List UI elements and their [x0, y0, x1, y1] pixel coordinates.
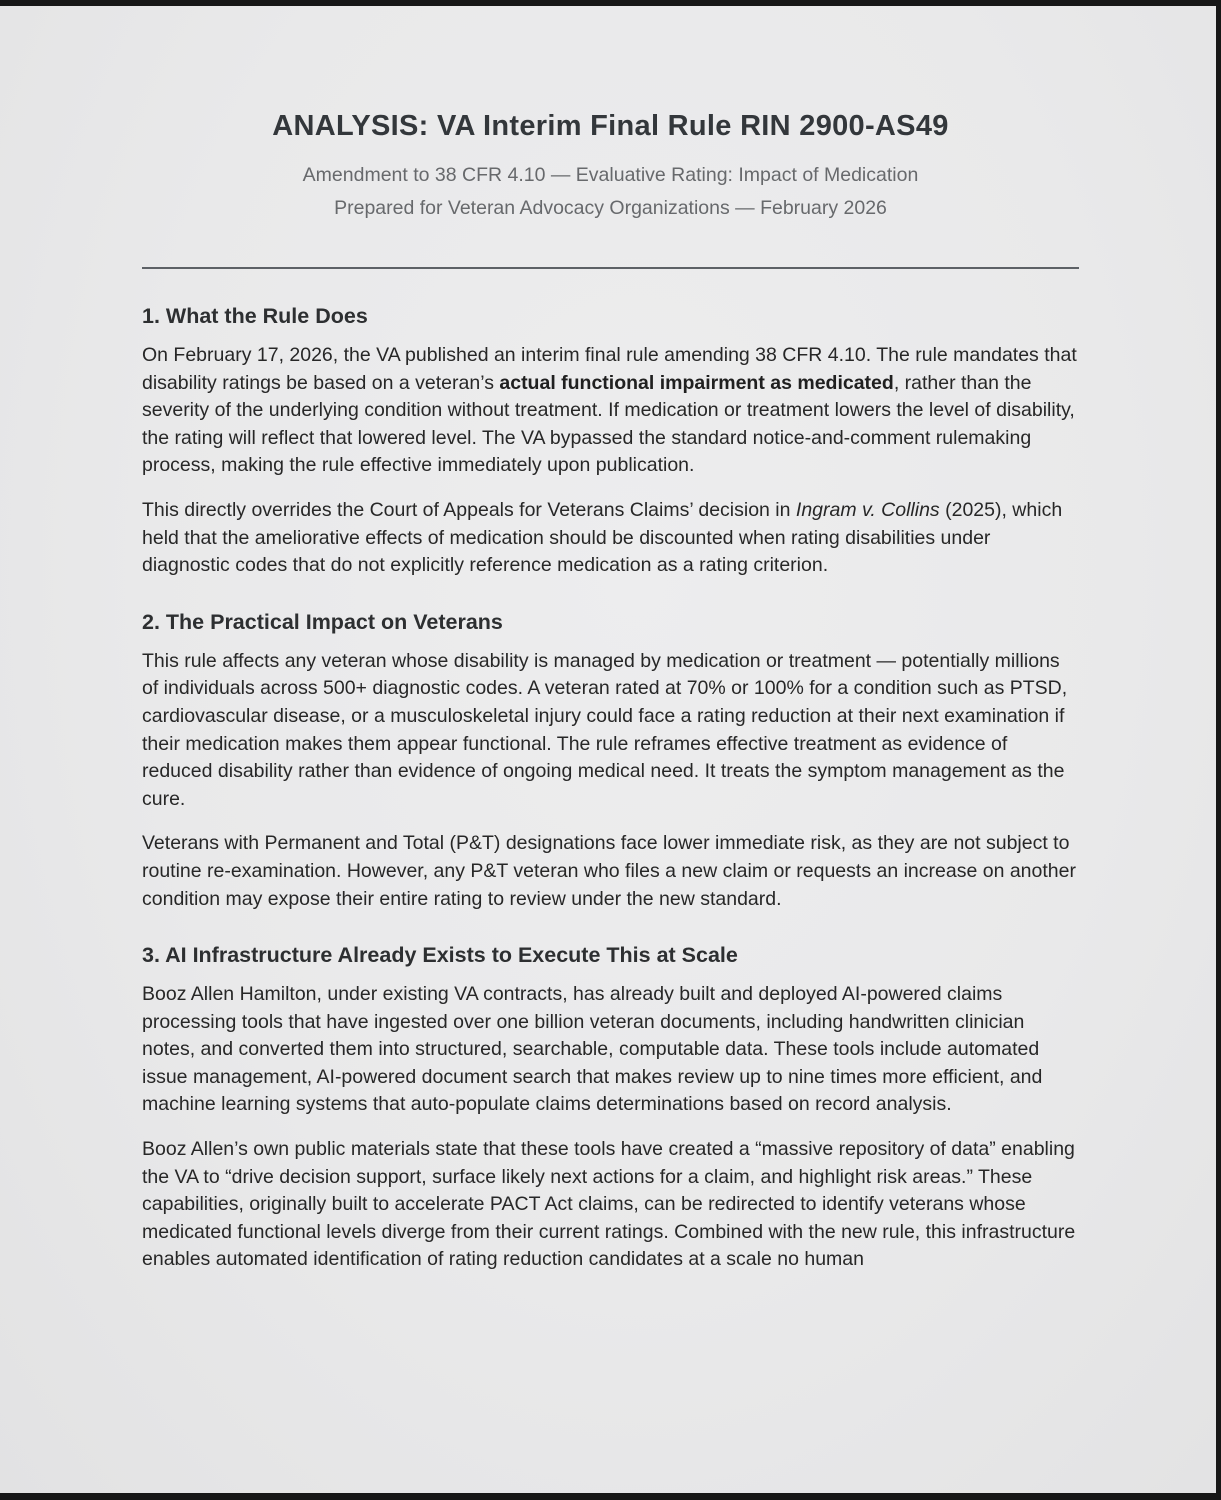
document-sections: [142, 304, 1079, 1274]
paragraph-text: (2025), which held that the ameliorative effects of medication should be discounted when rating disabilities under diagnostic codes that do not explicitly reference medication as a rating criterion.: [142, 498, 1063, 577]
document-page: [142, 0, 1079, 1274]
photo-edge-bottom: [0, 1493, 1221, 1500]
section-heading: 3. AI Infrastructure Already Exists to Execute This at Scale: [142, 943, 738, 968]
paragraph: [142, 981, 1079, 1119]
paragraph: [142, 830, 1079, 913]
section-heading: 2. The Practical Impact on Veterans: [142, 609, 503, 634]
subtitle-line-2: Prepared for Veteran Advocacy Organizations — February 2026: [334, 197, 887, 219]
document-section: [142, 304, 1079, 580]
photo-edge-right: [1216, 0, 1221, 1500]
paragraph: [142, 342, 1079, 480]
document-header: [142, 110, 1079, 225]
page-title: ANALYSIS: VA Interim Final Rule RIN 2900-AS49: [272, 110, 949, 142]
paragraph-emphasis: actual functional impairment as medicated: [499, 371, 894, 394]
header-divider: [142, 267, 1079, 269]
paragraph: [142, 497, 1079, 580]
paragraph-emphasis: Ingram v. Collins: [795, 498, 940, 521]
paragraph-text: This rule affects any veteran whose disability is managed by medication or treatment — potentially millions of individuals across 500+ diagnostic codes. A veteran rated at 70% or 100% for a condition such as PTSD, cardiovascular disease, or a musculoskeletal injury could face a rating reduction at their next examination if their medication makes them appear functional. The rule reframes effective treatment as evidence of reduced disability rather than evidence of ongoing medical need. It treats the symptom management as the cure.: [142, 649, 1068, 810]
document-section: [142, 943, 1079, 1274]
photo-edge-top: [0, 0, 1221, 6]
paragraph-text: , rather than the severity of the underlying condition without treatment. If medication or treatment lowers the level of disability, the rating will reflect that lowered level. The VA bypassed the standard notice-and-comment rulemaking process, making the rule effective immediately upon publication.: [142, 371, 1075, 477]
section-heading: 1. What the Rule Does: [142, 304, 368, 328]
paragraph: [142, 1136, 1079, 1274]
paragraph-text: Veterans with Permanent and Total (P&T) designations face lower immediate risk, as they are not subject to routine re-examination. However, any P&T veteran who files a new claim or requests an increase on another condition may expose their entire rating to review under the new standard.: [142, 832, 1076, 910]
paragraph-text: Booz Allen’s own public materials state that these tools have created a “massive repository of data” enabling the VA to “drive decision support, surface likely next actions for a claim, and highlight risk areas.” These capabilities, originally built to accelerate PACT Act claims, can be redirected to identify veterans whose medicated functional levels diverge from their current ratings. Combined with the new rule, this infrastructure enables automated identification of rating reduction candidates at a scale no human: [142, 1138, 1076, 1271]
document-section: [142, 610, 1079, 913]
paragraph-text: On February 17, 2026, the VA published an interim final rule amending 38 CFR 4.10. The rule mandates that disability ratings be based on a veteran’s: [142, 344, 1077, 394]
paragraph: [142, 648, 1079, 814]
paragraph-text: Booz Allen Hamilton, under existing VA contracts, has already built and deployed AI-powered claims processing tools that have ingested over one billion veteran documents, including handwritten clinician notes, and converted them into structured, searchable, computable data. These tools include automated issue management, AI-powered document search that makes review up to nine times more efficient, and machine learning systems that auto-populate claims determinations based on record analysis.: [142, 983, 1043, 1116]
paragraph-text: This directly overrides the Court of Appeals for Veterans Claims’ decision in: [142, 498, 796, 521]
subtitle-line-1: Amendment to 38 CFR 4.10 — Evaluative Rating: Impact of Medication: [302, 164, 919, 186]
